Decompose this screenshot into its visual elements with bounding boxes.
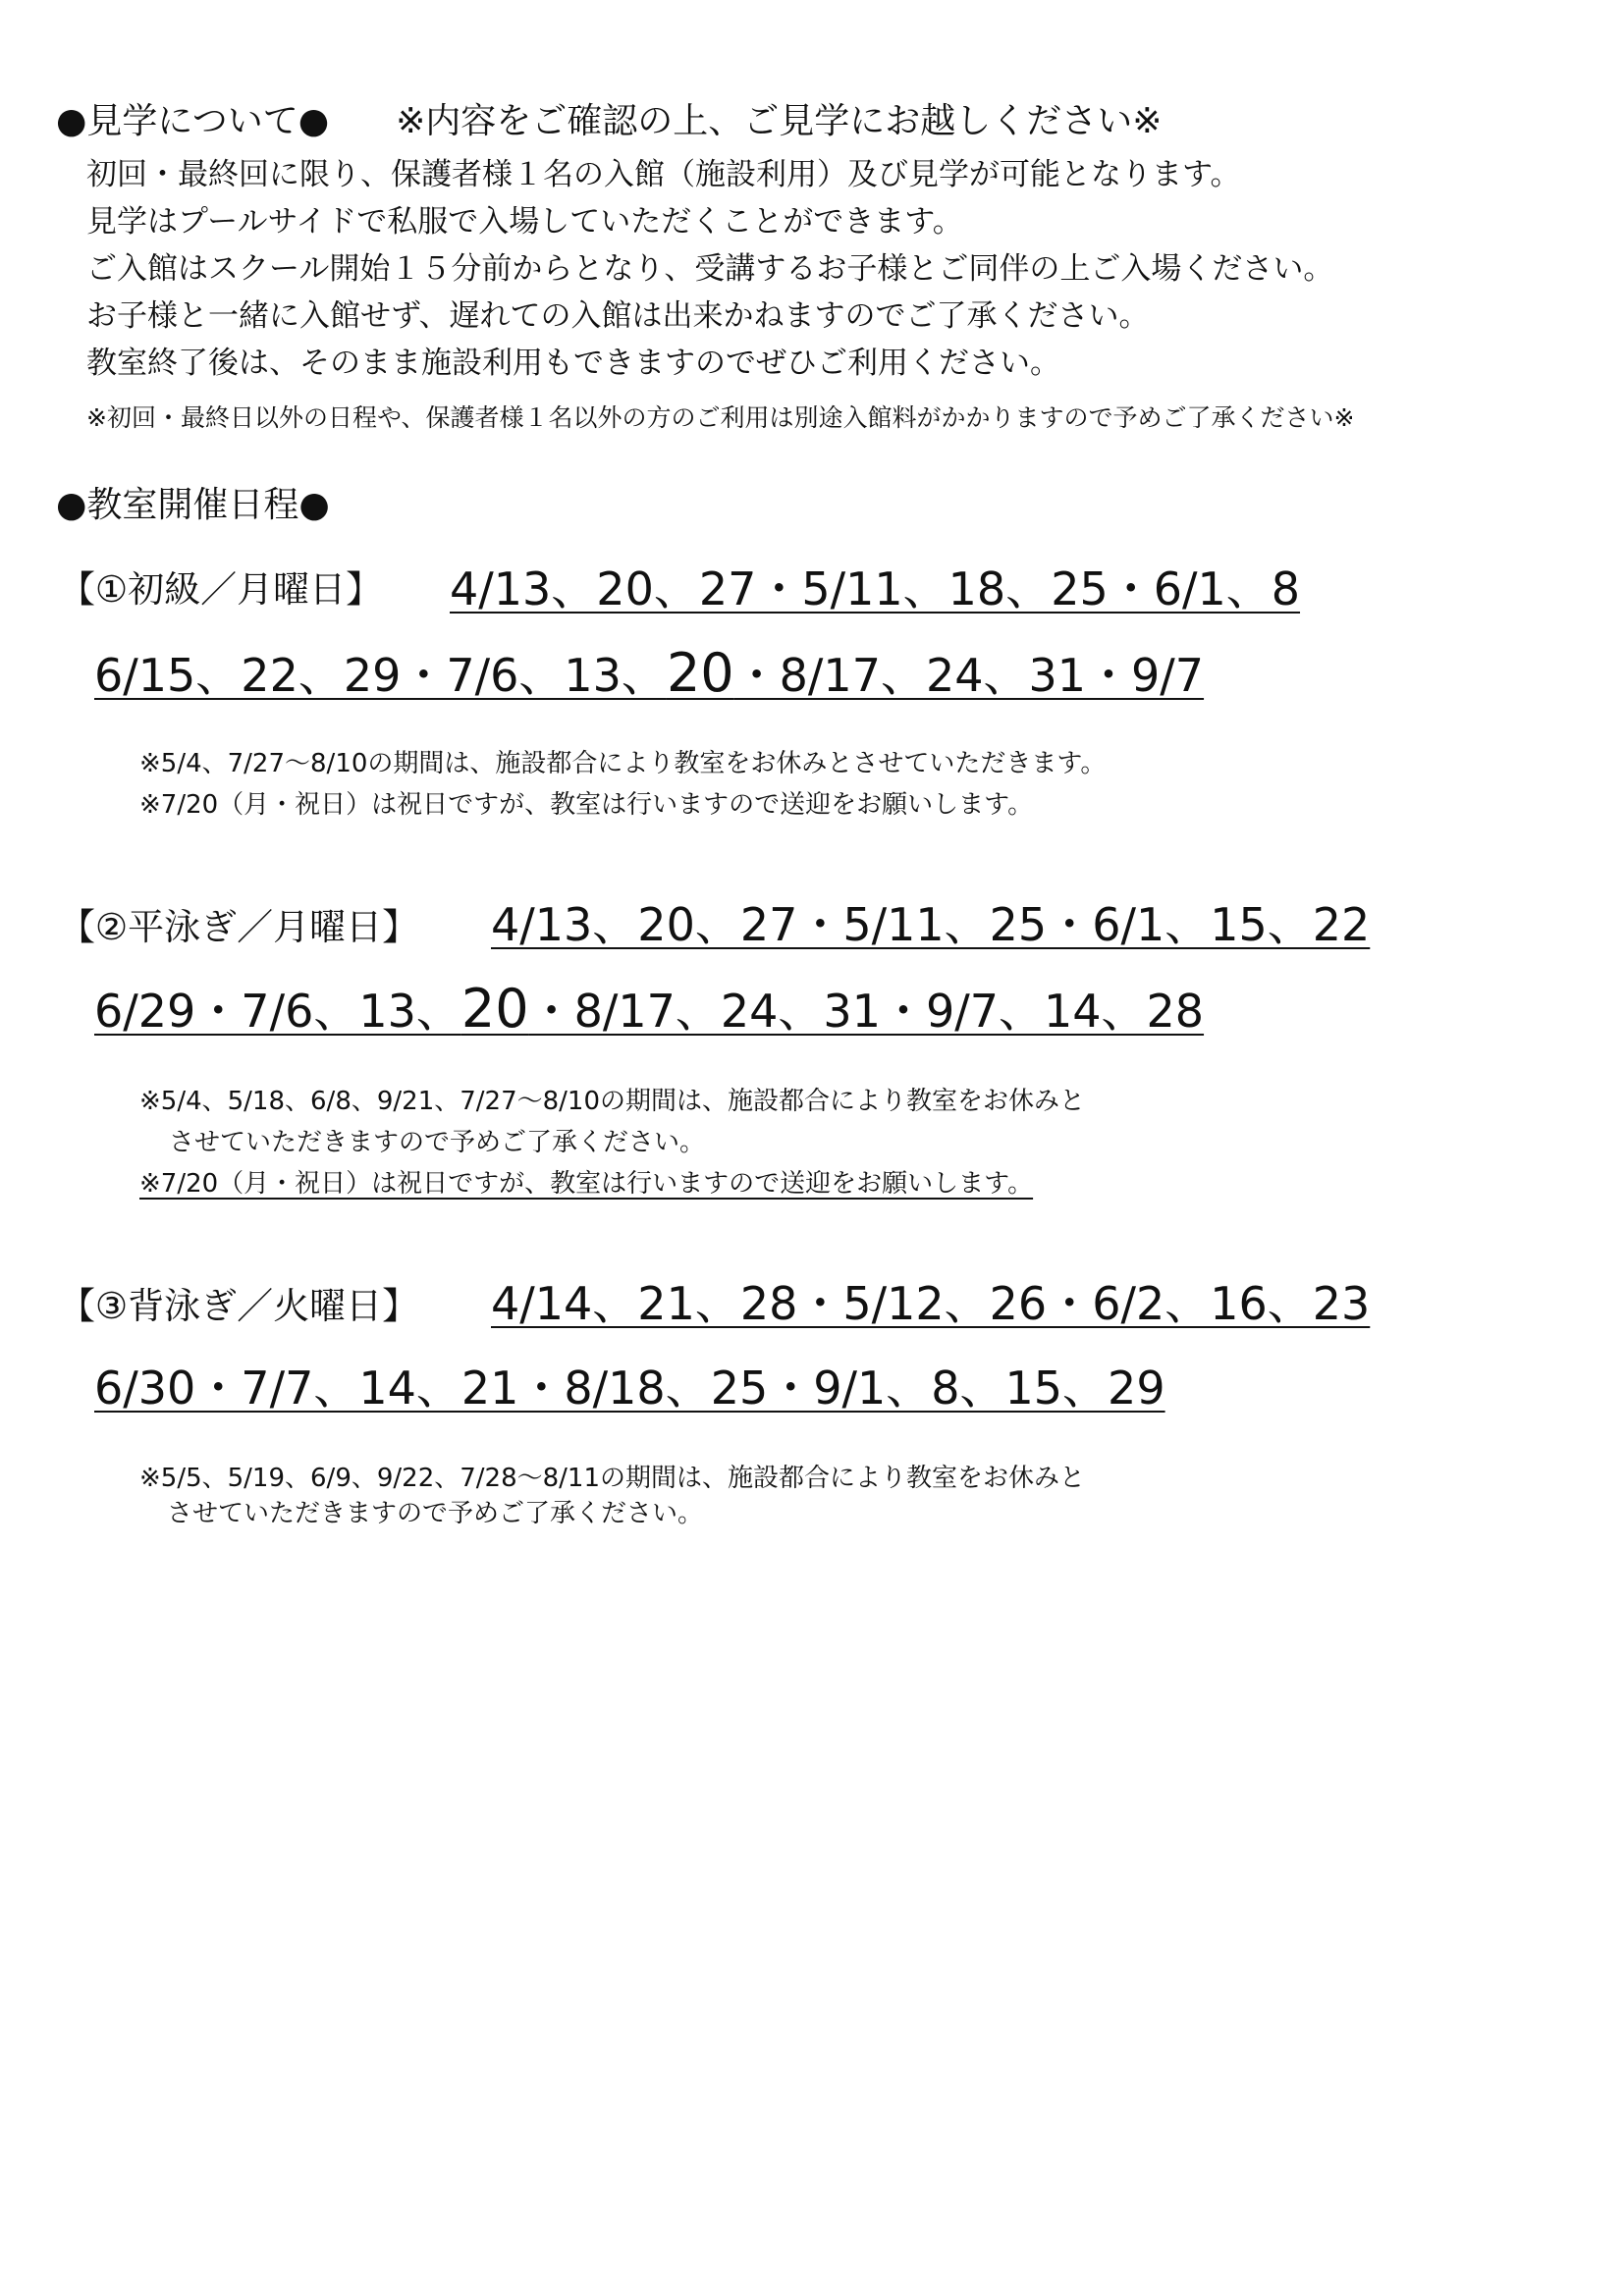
visit-heading: ●見学について● [56,101,330,141]
class-3-dates-line-1: 4/14、21、28・5/12、26・6/2、16、23 [491,1277,1371,1330]
class-3-label: 【③背泳ぎ／火曜日】 [59,1285,419,1327]
class-2-note-3: ※7/20（月・祝日）は祝日ですが、教室は行いますので送迎をお願いします。 [139,1169,1034,1199]
class-1-label: 【①初級／月曜日】 [59,568,383,611]
class-1-note-1: ※5/4、7/27～8/10の期間は、施設都合により教室をお休みとさせていただきます。 [139,749,1107,778]
class-1-note-2: ※7/20（月・祝日）は祝日ですが、教室は行いますので送迎をお願いします。 [139,790,1034,820]
schedule-heading: ●教室開催日程● [56,485,330,525]
class-2-dates-2b: ・8/17、24、31・9/7、14、28 [528,985,1205,1038]
class-2-label: 【②平泳ぎ／月曜日】 [59,906,419,948]
class-2-note-2: させていただきますので予めご了承ください。 [169,1128,706,1157]
class-3-dates-line-2: 6/30・7/7、14、21・8/18、25・9/1、8、15、29 [94,1362,1165,1415]
visit-small-note: ※初回・最終日以外の日程や、保護者様１名以外の方のご利用は別途入館料がかかりますので予めご了承ください※ [86,403,1355,432]
class-3-note-1: ※5/5、5/19、6/9、9/22、7/28～8/11の期間は、施設都合により教室をお休みと [139,1464,1086,1493]
class-3-note-2: させていただきますので予めご了承ください。 [167,1499,704,1528]
class-1-dates-line-2 [94,644,1204,705]
class-1-dates-2b: ・8/17、24、31・9/7 [733,649,1205,702]
visit-line-3: ご入館はスクール開始１５分前からとなり、受講するお子様とご同伴の上ご入場ください。 [86,251,1334,287]
class-2-dates-line-1: 4/13、20、27・5/11、25・6/1、15、22 [491,898,1371,951]
class-1-dates-line-1: 4/13、20、27・5/11、18、25・6/1、8 [450,562,1301,615]
class-2-note-1: ※5/4、5/18、6/8、9/21、7/27～8/10の期間は、施設都合により教室をお休みと [139,1087,1086,1116]
visit-line-1: 初回・最終回に限り、保護者様１名の入館（施設利用）及び見学が可能となります。 [86,157,1241,192]
visit-heading-note: ※内容をご確認の上、ご見学にお越しください※ [396,101,1163,141]
visit-heading-row [56,98,1162,145]
class-2-dates-2-big: 20 [460,978,529,1040]
visit-line-2: 見学はプールサイドで私服で入場していただくことができます。 [86,204,963,240]
class-1-dates-2a: 6/15、22、29・7/6、13、 [94,649,667,702]
class-2-dates-line-2 [94,980,1204,1041]
class-1-dates-2-big: 20 [666,642,734,704]
visit-line-4: お子様と一緒に入館せず、遅れての入館は出来かねますのでご了承ください。 [86,298,1150,334]
visit-line-5: 教室終了後は、そのまま施設利用もできますのでぜひご利用ください。 [86,346,1060,381]
class-2-dates-2a: 6/29・7/6、13、 [94,985,461,1038]
